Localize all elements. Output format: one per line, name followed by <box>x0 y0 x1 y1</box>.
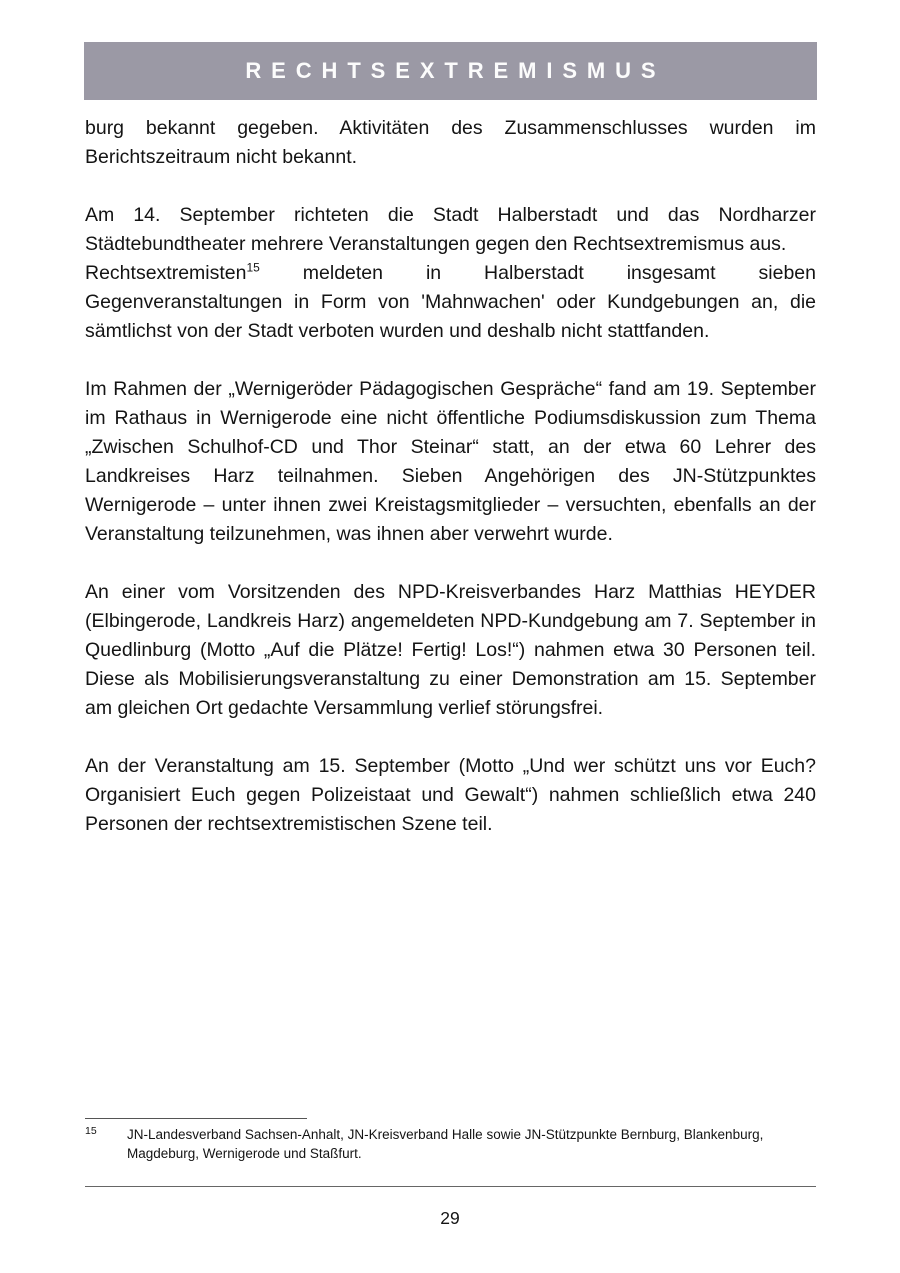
paragraph-3 <box>85 259 816 346</box>
footnote-reference-15: 15 <box>246 260 260 275</box>
paragraph-2: Am 14. September richteten die Stadt Halberstadt und das Nordharzer Städtebundtheater mehrere Veranstaltungen gegen den Rechtsextremismus aus. <box>85 204 816 255</box>
footnote-separator <box>85 1118 307 1119</box>
footnote-text: JN-Landesverband Sachsen-Anhalt, JN-Kreisverband Halle sowie JN-Stützpunkte Bernburg, Blankenburg, Magdeburg, Wernigerode und Staßfurt. <box>127 1127 764 1161</box>
footnote-marker: 15 <box>85 1125 97 1137</box>
page-title: RECHTSEXTREMISMUS <box>245 58 666 83</box>
paragraph-4: Im Rahmen der „Wernigeröder Pädagogischen Gespräche“ fand am 19. September im Rathaus in Wernigerode eine nicht öffentliche Podiumsdiskussion zum Thema „Zwischen Schulhof-CD und Thor Steinar“ statt, an der etwa 60 Lehrer des Landkreises Harz teilnahmen. Sieben Angehörigen des JN-Stützpunktes Wernigerode – unter ihnen zwei Kreistagsmitglieder – versuchten, ebenfalls an der Veranstaltung teilzunehmen, was ihnen aber verwehrt wurde. <box>85 378 816 545</box>
header-banner <box>84 42 817 100</box>
footer-rule <box>85 1186 816 1187</box>
paragraph-3-text: Rechtsextremisten <box>85 262 247 284</box>
body-text <box>85 114 816 868</box>
paragraph-1: burg bekannt gegeben. Aktivitäten des Zusammenschlusses wurden im Berichtszeitraum nicht bekannt. <box>85 117 816 168</box>
footnote-area <box>85 1118 816 1163</box>
paragraph-3-text-continued: meldeten in Halberstadt insgesamt sieben Gegenveranstaltungen in Form von 'Mahnwachen' oder Kundgebungen an, die sämtlichst von der Stadt verboten wurden und deshalb nicht stattfanden. <box>85 262 816 342</box>
paragraph-5: An einer vom Vorsitzenden des NPD-Kreisverbandes Harz Matthias HEYDER (Elbingerode, Landkreis Harz) angemeldeten NPD-Kundgebung am 7. September in Quedlinburg (Motto „Auf die Plätze! Fertig! Los!“) nahmen etwa 30 Personen teil. Diese als Mobilisierungsveranstaltung zu einer Demonstration am 15. September am gleichen Ort gedachte Versammlung verlief störungsfrei. <box>85 581 816 719</box>
page-number: 29 <box>440 1208 460 1228</box>
paragraph-6: An der Veranstaltung am 15. September (Motto „Und wer schützt uns vor Euch? Organisiert Euch gegen Polizeistaat und Gewalt“) nahmen schließlich etwa 240 Personen der rechtsextremistischen Szene teil. <box>85 755 816 835</box>
footnote-15 <box>85 1125 816 1163</box>
